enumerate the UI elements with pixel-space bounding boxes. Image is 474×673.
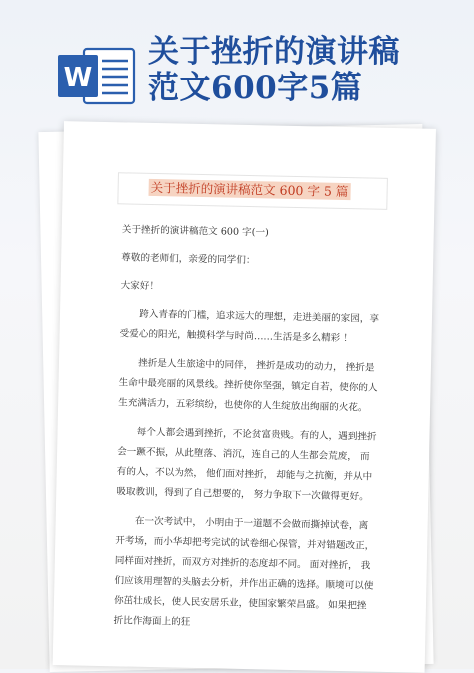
document-hello: 大家好！ bbox=[120, 280, 160, 293]
document-paragraph: 跨入青春的门槛，追求远大的理想，走进美丽的家园，享受爱心的阳光，触摸科学与时尚……生活是多么精彩 ！ bbox=[119, 308, 380, 345]
document-heading-box bbox=[117, 172, 388, 210]
document-paragraph: 在一次考试中， 小明由于一道题不会做而撕掉试卷，离开考场，而小华却把考完试的试卷细心保管，并对错题改正，同样面对挫折，而双方对挫折的态度却不同。 面对挫折， 我们应该用理智的头脑去分析，并作出正确的选择。顺境可以使你茁壮成长，使人民安居乐业，使国家繁荣昌盛。 如果把挫折比作海面上的狂 bbox=[113, 515, 375, 628]
document-heading: 关于挫折的演讲稿范文 600 字 5 篇 bbox=[148, 179, 350, 200]
document-paragraph: 挫折是人生旅途中的同伴， 挫折是成功的动力， 挫折是生命中最亮丽的风景线。挫折使你坚强，镇定自若，使你的人生充满活力，五彩缤纷，也使你的人生绽放出绚丽的火花。 bbox=[118, 357, 378, 414]
document-greeting: 尊敬的老师们，亲爱的同学们： bbox=[121, 252, 256, 267]
svg-text:W: W bbox=[63, 63, 93, 93]
document-subtitle: 关于挫折的演讲稿范文 600 字(一) bbox=[121, 224, 269, 239]
banner-title-line-2: 范文600字5篇 bbox=[148, 70, 363, 106]
banner-title-line-1: 关于挫折的演讲稿 bbox=[148, 34, 400, 70]
document-page bbox=[53, 121, 436, 673]
word-icon bbox=[58, 45, 136, 107]
document-body bbox=[113, 220, 384, 645]
document-paragraph: 每个人都会遇到挫折，不论贫富贵贱。有的人，遇到挫折会一蹶不振，从此堕落、消沉，连自己的人生都会荒废， 而有的人，不以为然， 他们面对挫折， 却能与之抗衡，并从中吸取教训，得到了自己想要的， 努力争取下一次做得更好。 bbox=[116, 426, 377, 503]
banner-title bbox=[148, 34, 400, 106]
